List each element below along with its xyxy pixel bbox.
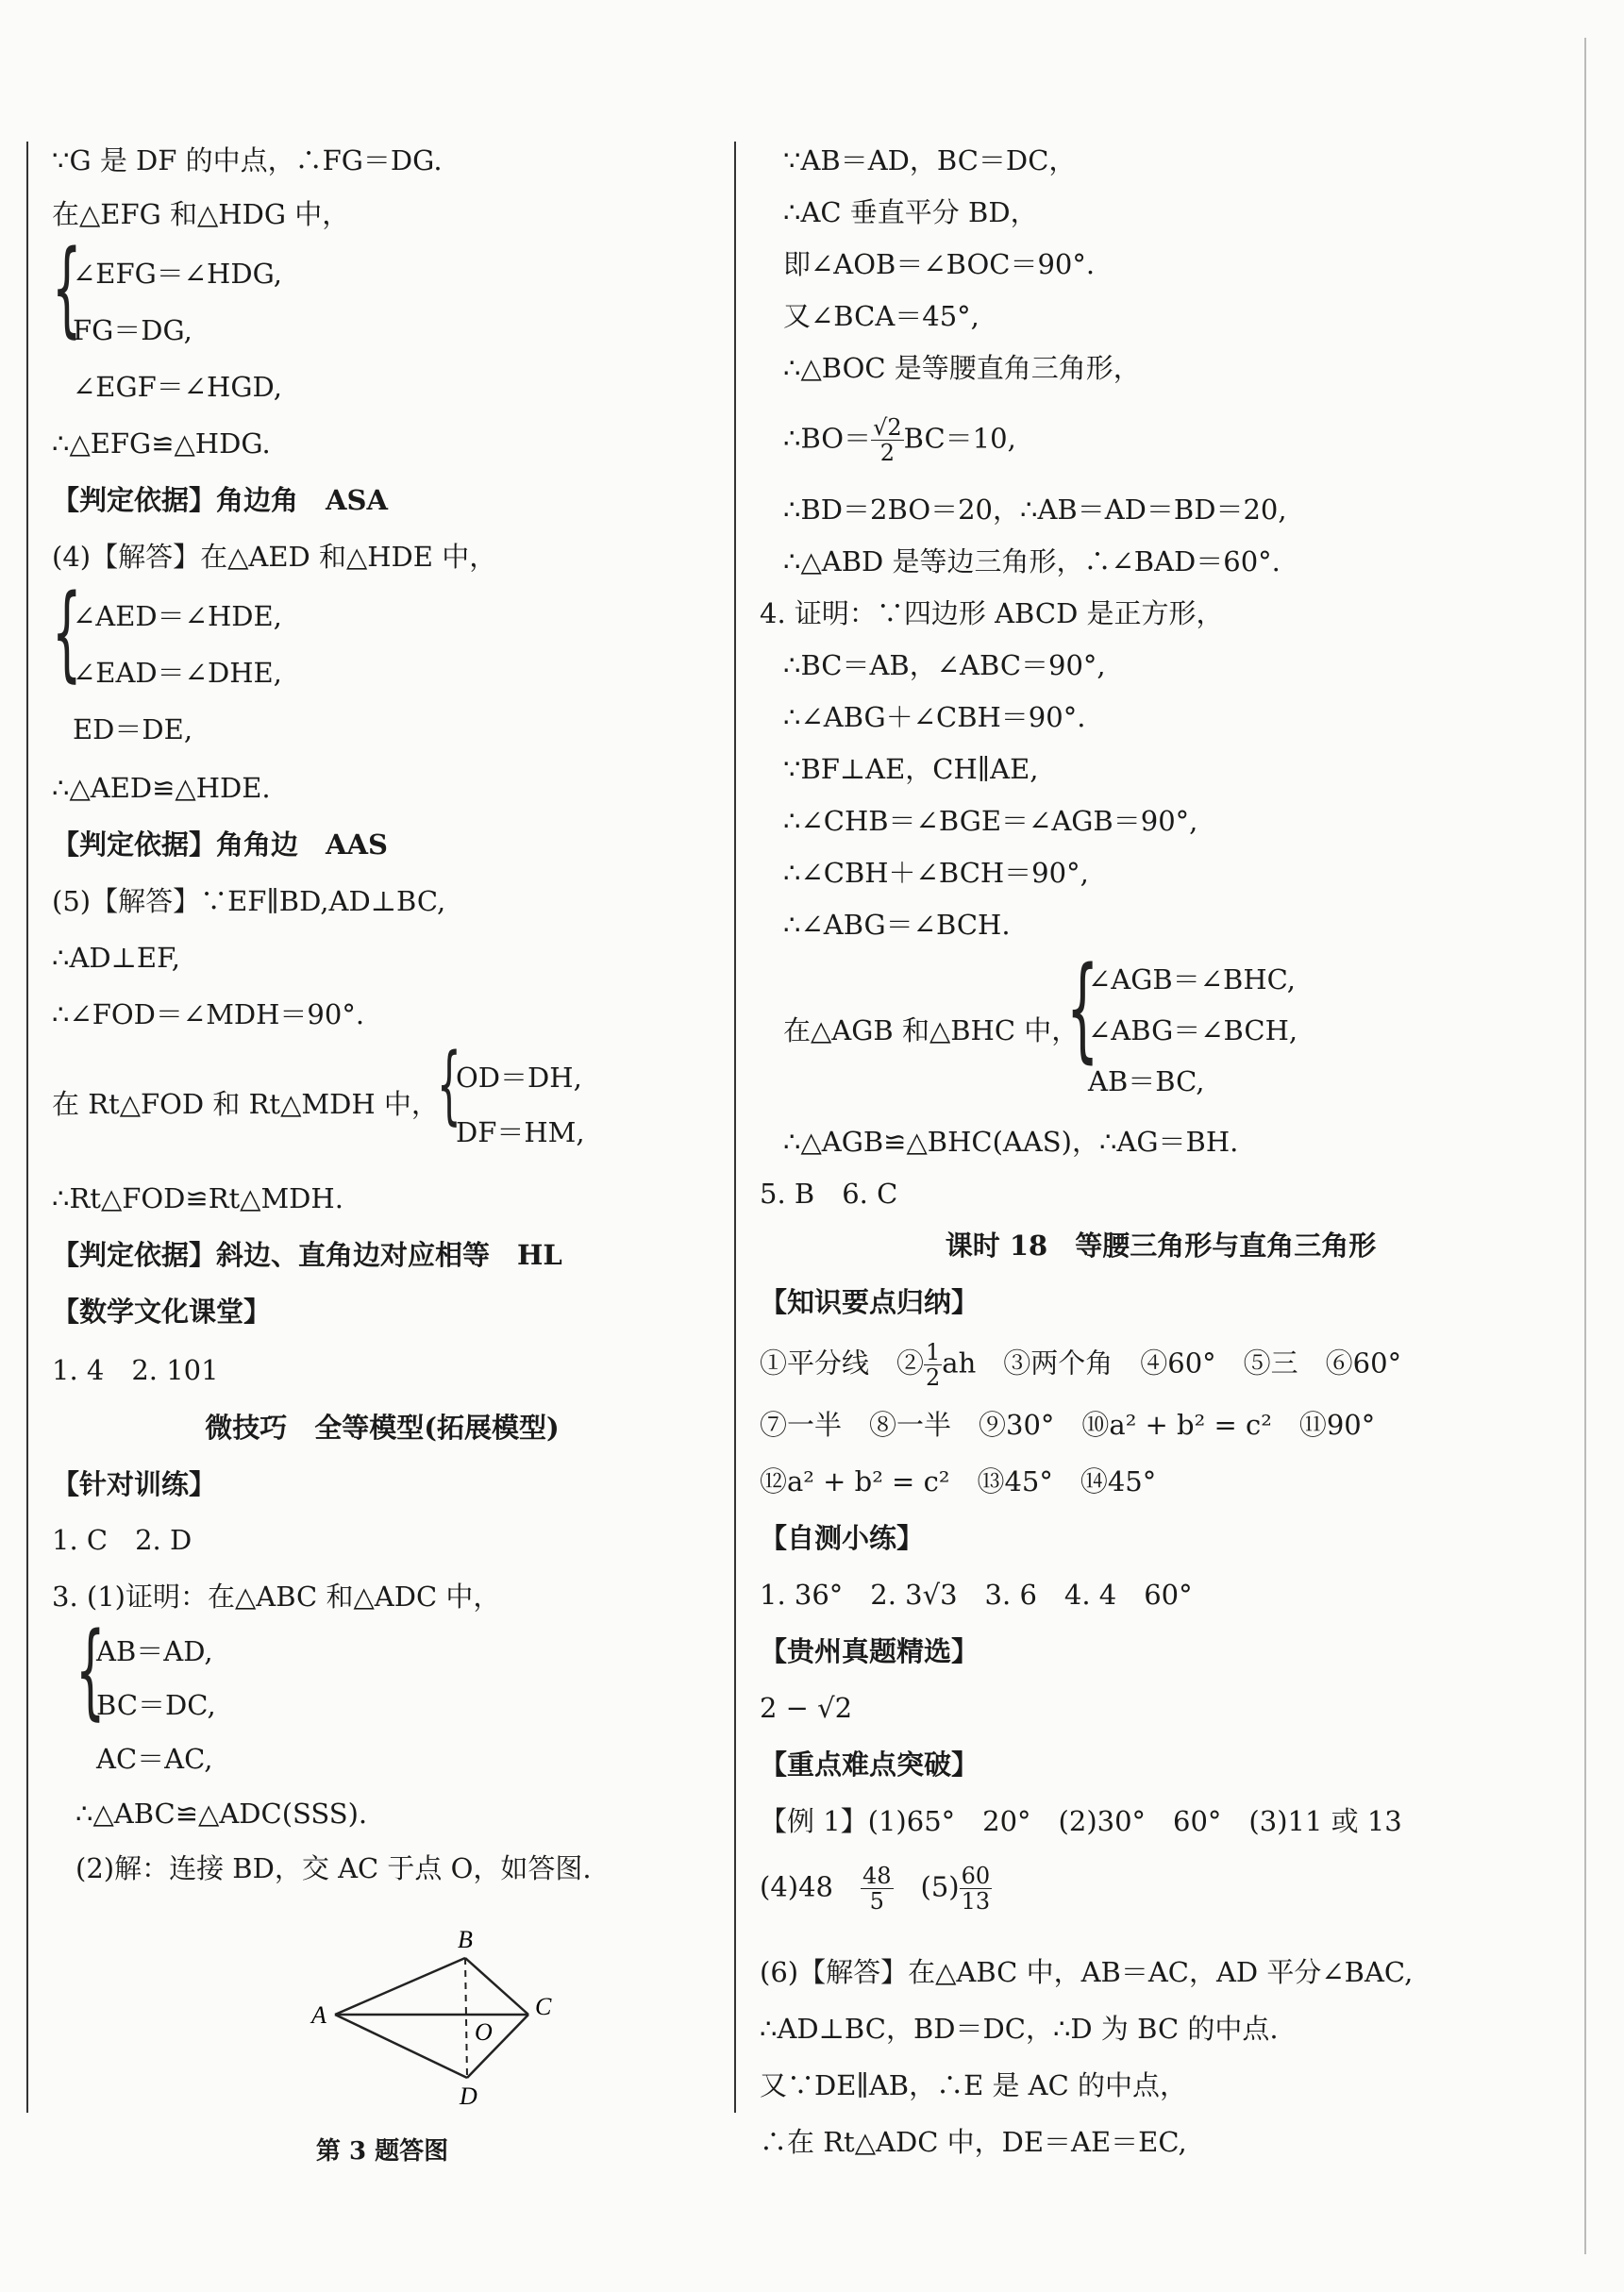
answer-line: 2 − √2: [760, 1692, 853, 1724]
point-label: C: [535, 1993, 552, 2020]
equation-line: ∠ABG＝∠BCH,: [1088, 1014, 1298, 1046]
text-line: ∴△AED≌△HDE.: [52, 772, 271, 804]
criterion-line: 【判定依据】角边角 ASA: [52, 484, 388, 516]
fraction-line: [783, 415, 1016, 465]
equation-line: ED＝DE,: [73, 713, 193, 745]
text-line: (5)【解答】∵EF∥BD,AD⊥BC,: [52, 885, 446, 917]
text-line: ∴Rt△FOD≌Rt△MDH.: [52, 1182, 343, 1214]
fraction-numerator: 60: [961, 1863, 991, 1889]
criterion-line: 【判定依据】角角边 AAS: [52, 828, 388, 861]
equation-line: DF＝HM,: [456, 1116, 585, 1148]
text-line: (6)【解答】在△ABC 中，AB＝AC，AD 平分∠BAC,: [760, 1956, 1414, 1988]
text-line: 即∠AOB＝∠BOC＝90°.: [783, 248, 1096, 280]
text-line: ∴△EFG≌△HDG.: [52, 427, 271, 460]
text-line: ∴BC＝AB，∠ABC＝90°,: [783, 649, 1106, 681]
system-brace: {: [75, 1610, 106, 1731]
fraction: [924, 1340, 942, 1390]
left-margin-rule: [26, 142, 28, 2113]
fraction-numerator: 1: [926, 1339, 941, 1365]
knowledge-line: ⑫a² + b² = c² ⑬45° ⑭45°: [760, 1465, 1157, 1497]
fraction: [871, 415, 904, 465]
text-line: (4)【解答】在△AED 和△HDE 中，: [52, 541, 497, 573]
text-line: ∴在 Rt△ADC 中，DE＝AE＝EC,: [760, 2126, 1187, 2158]
segment-ab: [335, 1958, 465, 2015]
equation-line: ∠EFG＝∠HDG,: [73, 258, 282, 290]
system-brace: {: [1066, 944, 1099, 1075]
text-line: 又∠BCA＝45°,: [783, 300, 979, 332]
text-line: ∴△BOC 是等腰直角三角形，: [783, 352, 1141, 384]
column-divider: [734, 142, 736, 2113]
text-line: ∴∠CBH＋∠BCH＝90°,: [783, 857, 1089, 889]
text-line: ∴∠ABG＝∠BCH.: [783, 909, 1011, 941]
text-line: ∴∠ABG＋∠CBH＝90°.: [783, 701, 1086, 733]
section-title: 课时 18 等腰三角形与直角三角形: [945, 1230, 1377, 1262]
section-heading: 【贵州真题精选】: [760, 1635, 979, 1667]
knowledge-line: ⑦一半 ⑧一半 ⑨30° ⑩a² + b² = c² ⑪90°: [760, 1409, 1376, 1441]
equation-line: ∠AED＝∠HDE,: [73, 600, 282, 632]
text-line: ∵BF⊥AE，CH∥AE,: [783, 753, 1039, 785]
equation-line: AC＝AC,: [96, 1743, 213, 1775]
system-brace: {: [437, 1035, 461, 1134]
section-heading: 【自测小练】: [760, 1522, 925, 1554]
text-line: 3. (1)证明：在△ABC 和△ADC 中，: [52, 1581, 501, 1613]
fraction-denominator: 13: [961, 1888, 991, 1915]
text-line: 在 Rt△FOD 和 Rt△MDH 中，: [52, 1088, 439, 1120]
text-segment: BC＝10,: [903, 422, 1016, 455]
segment-bd-dashed: [465, 1958, 467, 2078]
answer-line: 1. 36° 2. 3√3 3. 6 4. 4 60°: [760, 1579, 1193, 1611]
text-segment: ∴BO＝: [783, 422, 872, 455]
equation-line: AB＝AD,: [96, 1635, 213, 1667]
text-segment: (4)48: [760, 1870, 861, 1903]
geometry-figure: [278, 1916, 618, 2114]
fraction-numerator: √2: [873, 414, 902, 441]
knowledge-line: [760, 1340, 1401, 1390]
text-line: ∴AD⊥EF,: [52, 942, 180, 974]
point-label: O: [475, 2018, 493, 2046]
equation-line: ∠EGF＝∠HGD,: [73, 371, 282, 403]
text-line: ∵G 是 DF 的中点，∴FG＝DG.: [52, 144, 443, 176]
answer-line: 【例 1】(1)65° 20° (2)30° 60° (3)11 或 13: [760, 1805, 1402, 1837]
answer-line: 5. B 6. C: [760, 1178, 898, 1210]
text-line: ∴∠FOD＝∠MDH＝90°.: [52, 998, 365, 1030]
fraction: [861, 1864, 894, 1914]
point-label: D: [460, 2083, 477, 2110]
section-heading: 【针对训练】: [52, 1468, 217, 1500]
text-line: 在△EFG 和△HDG 中，: [52, 198, 350, 230]
equation-line: AB＝BC,: [1088, 1065, 1205, 1097]
equation-line: FG＝DG,: [73, 314, 193, 346]
equation-line: ∠AGB＝∠BHC,: [1088, 963, 1296, 995]
text-line: ∴AD⊥BC，BD＝DC，∴D 为 BC 的中点.: [760, 2013, 1279, 2045]
fraction: [960, 1864, 993, 1914]
text-line: ∵AB＝AD，BC＝DC，: [783, 144, 1077, 176]
text-line: ∴△ABC≌△ADC(SSS).: [75, 1798, 368, 1830]
point-label: B: [458, 1926, 473, 1953]
answer-line: 1. C 2. D: [52, 1524, 193, 1556]
fraction-denominator: 2: [879, 440, 895, 466]
answer-line: 1. 4 2. 101: [52, 1354, 219, 1386]
equation-line: OD＝DH,: [456, 1062, 582, 1094]
segment-bc: [465, 1958, 528, 2015]
text-line: ∴BD＝2BO＝20，∴AB＝AD＝BD＝20,: [783, 494, 1287, 526]
system-brace: {: [52, 572, 82, 693]
system-brace: {: [52, 227, 82, 348]
equation-line: BC＝DC,: [96, 1689, 216, 1721]
fraction-denominator: 5: [869, 1888, 884, 1915]
section-heading: 【知识要点归纳】: [760, 1286, 979, 1318]
criterion-line: 【判定依据】斜边、直角边对应相等 HL: [52, 1239, 562, 1271]
fraction-denominator: 2: [926, 1364, 941, 1391]
fraction-numerator: 48: [862, 1863, 892, 1889]
text-line: ∴△ABD 是等边三角形，∴∠BAD＝60°.: [783, 545, 1281, 577]
section-title: 微技巧 全等模型(拓展模型): [205, 1412, 560, 1444]
segment-da: [335, 2015, 467, 2078]
text-line: (2)解：连接 BD，交 AC 于点 O，如答图.: [75, 1852, 592, 1884]
text-segment: ①平分线 ②: [760, 1347, 925, 1380]
equation-line: ∠EAD＝∠DHE,: [73, 657, 282, 689]
text-line: ∴AC 垂直平分 BD，: [783, 196, 1038, 228]
figure-caption: 第 3 题答图: [315, 2137, 449, 2166]
section-heading: 【数学文化课堂】: [52, 1296, 272, 1328]
text-segment: ah ③两个角 ④60° ⑤三 ⑥60°: [942, 1347, 1402, 1380]
answer-line: [760, 1864, 992, 1914]
text-line: 在△AGB 和△BHC 中，: [783, 1014, 1080, 1046]
text-line: ∴△AGB≌△BHC(AAS)，∴AG＝BH.: [783, 1126, 1239, 1158]
text-line: 4. 证明：∵四边形 ABCD 是正方形，: [760, 597, 1224, 629]
page-edge-scan-line: [1584, 38, 1586, 2254]
section-heading: 【重点难点突破】: [760, 1748, 979, 1781]
point-label: A: [311, 2001, 326, 2029]
text-line: 又∵DE∥AB，∴E 是 AC 的中点，: [760, 2069, 1188, 2101]
text-line: ∴∠CHB＝∠BGE＝∠AGB＝90°,: [783, 805, 1198, 837]
text-segment: (5): [893, 1870, 960, 1903]
